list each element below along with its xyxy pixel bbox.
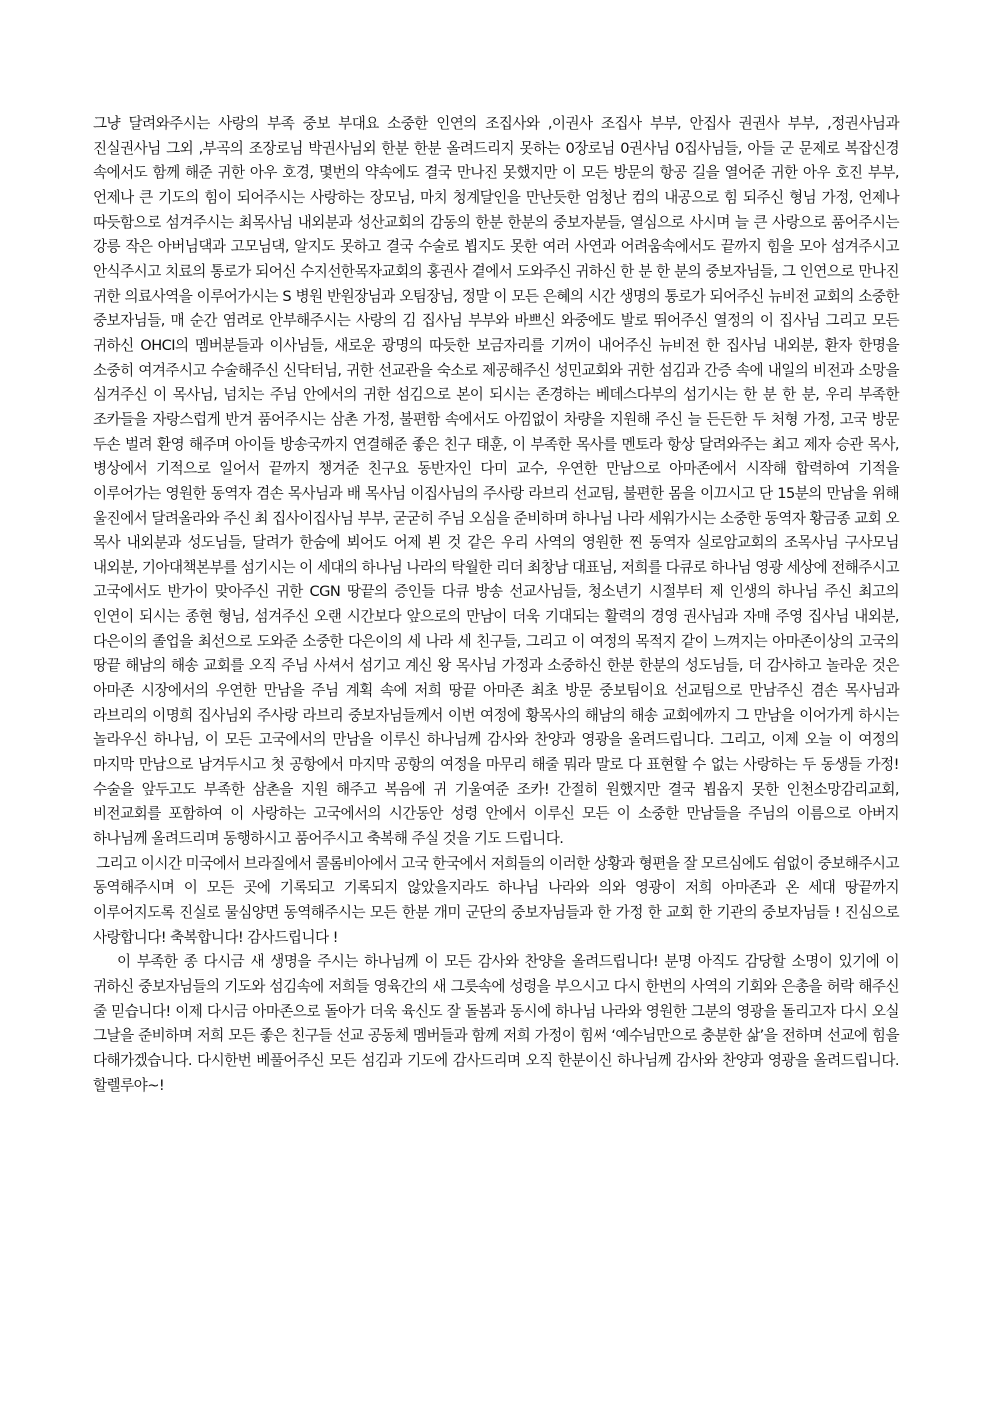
paragraph-thanks-list: 그냥 달려와주시는 사랑의 부족 중보 부대요 소중한 인연의 조집사와 ,이권사 조집사 부부, 안집사 권권사 부부, ,정권사님과 진실권사님 그외 ,부곡의 조장로님 박권사님외 한분 한분 올려드리지 못하는 0장로님 0권사님 0집사님들, 아들 군 문제로 복잡신경 속에서도 함께 해준 귀한 아우 호경, 몇번의 약속에도 결국 만나진 못했지만 이 모든 방문의 항공 길을 열어준 귀한 아우 호진 부부, 언제나 큰 기도의 힘이 되어주시는 사랑하는 장모님, 마치 청계달인을 만난듯한 엄청난 컴의 내공으로 힘 되주신 형님 가정, 언제나 따듯함으로 섬겨주시는 최목사님 내외분과 성산교회의 감동의 한분 한분의 중보자분들, 열심으로 사시며 늘 큰 사랑으로 품어주시는 강릉 작은 아버님댁과 고모님댁, 알지도 못하고 결국 수술로 뵙지도 못한 여러 사연과 어려움속에서도 끝까지 힘을 모아 섬겨주시고 안식주시고 치료의 통로가 되어신 수지선한목자교회의 홍권사 곁에서 도와주신 귀하신 한 분 한 분의 중보자님들, 그 인연으로 만나진 귀한 의료사역을 이루어가시는 S 병원 반원장님과 오팀장님, 정말 이 모든 은혜의 시간 생명의 통로가 되어주신 뉴비전 교회의 소중한 중보자님들, 매 순간 염려로 안부해주시는 사랑의 김 집사님 부부와 바쁘신 와중에도 발로 뛰어주신 열정의 이 집사님 그리고 모든 귀하신 OHCI의 멤버분들과 이사님들, 새로운 광명의 따듯한 보금자리를 기꺼이 내어주신 뉴비전 한 집사님 내외분, 환자 한명을 소중히 여겨주시고 수술해주신 신닥터님, 귀한 선교관을 숙소로 제공해주신 성민교회와 귀한 섬김과 간증 속에 내일의 비전과 소망을 심겨주신 이 목사님, 넘치는 주님 안에서의 귀한 섬김으로 본이 되시는 존경하는 베데스다부의 섬기시는 한 분 한 분, 우리 부족한 조카들을 자랑스럽게 반겨 품어주시는 삼촌 가정, 불편함 속에서도 아낌없이 차량을 지원해 주신 늘 든든한 두 처형 가정, 고국 방문 두손 벌려 환영 해주며 아이들 방송국까지 연결해준 좋은 친구 태훈, 이 부족한 목사를 멘토라 항상 달려와주는 최고 제자 승관 목사, 병상에서 기적으로 일어서 끝까지 챙겨준 친구요 동반자인 다미 교수, 우연한 만남으로 아마존에서 시작해 합력하여 기적을 이루어가는 영원한 동역자 겸손 목사님과 배 목사님 이집사님의 주사랑 라브리 선교팀, 불편한 몸을 이끄시고 단 15분의 만남을 위해 울진에서 달려올라와 주신 최 집사이집사님 부부, 굳굳히 주님 오심을 준비하며 하나님 나라 세워가시는 소중한 동역자 황금종 교회 오 목사 내외분과 성도님들, 달려가 한숨에 뵈어도 어제 뵌 것 같은 우리 사역의 영원한 찐 동역자 실로암교회의 조목사님 구사모님 내외분, 기아대책본부를 섬기시는 이 세대의 하나님 나라의 탁월한 리더 최창남 대표님, 저희를 다큐로 하나님 영광 세상에 전해주시고 고국에서도 반가이 맞아주신 귀한 CGN 땅끝의 증인들 다큐 방송 선교사님들, 청소년기 시절부터 제 인생의 하나님 주신 최고의 인연이 되시는 종현 형님, 섬겨주신 오랜 시간보다 앞으로의 만남이 더욱 기대되는 활력의 경영 권사님과 자매 주영 집사님 내외분, 다은이의 졸업을 최선으로 도와준 소중한 다은이의 세 나라 세 친구들, 그리고 이 여정의 목적지 같이 느껴지는 아마존이상의 고국의 땅끝 해남의 해송 교회를 오직 주님 사셔서 섬기고 계신 왕 목사님 가정과 소중하신 한분 한분의 성도님들, 더 감사하고 놀라운 것은 아마존 시장에서의 우연한 만남을 주님 계획 속에 저희 땅끝 아마존 최초 방문 중보팀이요 선교팀으로 만남주신 겸손 목사님과 라브리의 이명희 집사님외 주사랑 라브리 중보자님들께서 이번 여정에 황목사의 해남의 해송 교회에까지 그 만남을 이어가게 하시는 놀라우신 하나님, 이 모든 고국에서의 만남을 이루신 하나님께 감사와 찬양과 영광을 올려드립니다. 그리고, 이제 오늘 이 여정의 마지막 만남으로 남겨두시고 첫 공항에서 마지막 공항의 여정을 마무리 해줄 뭐라 말로 다 표현할 수 없는 사랑하는 두 동생들 가정! 수술을 앞두고도 부족한 삼촌을 지원 해주고 복음에 귀 기울여준 조카! 간절히 원했지만 결국 뵙옵지 못한 인천소망감리교회, 비전교회를 포함하여 이 사랑하는 고국에서의 시간동안 성령 안에서 이루신 모든 이 소중한 만남들을 주님의 이름으로 아버지 하나님께 올려드리며 동행하시고 품어주시고 축복해 주실 것을 기도 드립니다.: [93, 115, 899, 848]
letter-body: [93, 112, 899, 1098]
paragraph-closing: 이 부족한 종 다시금 새 생명을 주시는 하나님께 이 모든 감사와 찬양을 올려드립니다! 분명 아직도 감당할 소명이 있기에 이 귀하신 중보자님들의 기도와 섬김속에 저희들 영육간의 새 그릇속에 성령을 부으시고 다시 한번의 사역의 기회와 은총을 허락 해주신 줄 믿습니다! 이제 다시금 아마존으로 돌아가 더욱 육신도 잘 돌봄과 동시에 하나님 나라와 영원한 그분의 영광을 돌리고자 다시 오실 그날을 준비하며 저희 모든 좋은 친구들 선교 공동체 멤버들과 함께 저희 가정이 힘써 ‘예수님만으로 충분한 삶’을 전하며 선교에 힘을 다해가겠습니다. 다시한번 베풀어주신 모든 섬김과 기도에 감사드리며 오직 한분이신 하나님께 감사와 찬양과 영광을 올려드립니다. 할렐루야~!: [93, 953, 899, 1094]
paragraph-intercessors: 그리고 이시간 미국에서 브라질에서 콜롬비아에서 고국 한국에서 저희들의 이러한 상황과 형편을 잘 모르심에도 쉼없이 중보해주시고 동역해주시며 이 모든 곳에 기록되고 기록되지 않았을지라도 하나님 나라와 의와 영광이 저희 아마존과 온 세대 땅끝까지 이루어지도록 진실로 물심양면 동역해주시는 모든 한분 개미 군단의 중보자님들과 한 가정 한 교회 한 기관의 중보자님들 ! 진심으로 사랑합니다! 축복합니다! 감사드립니다 !: [93, 854, 899, 946]
